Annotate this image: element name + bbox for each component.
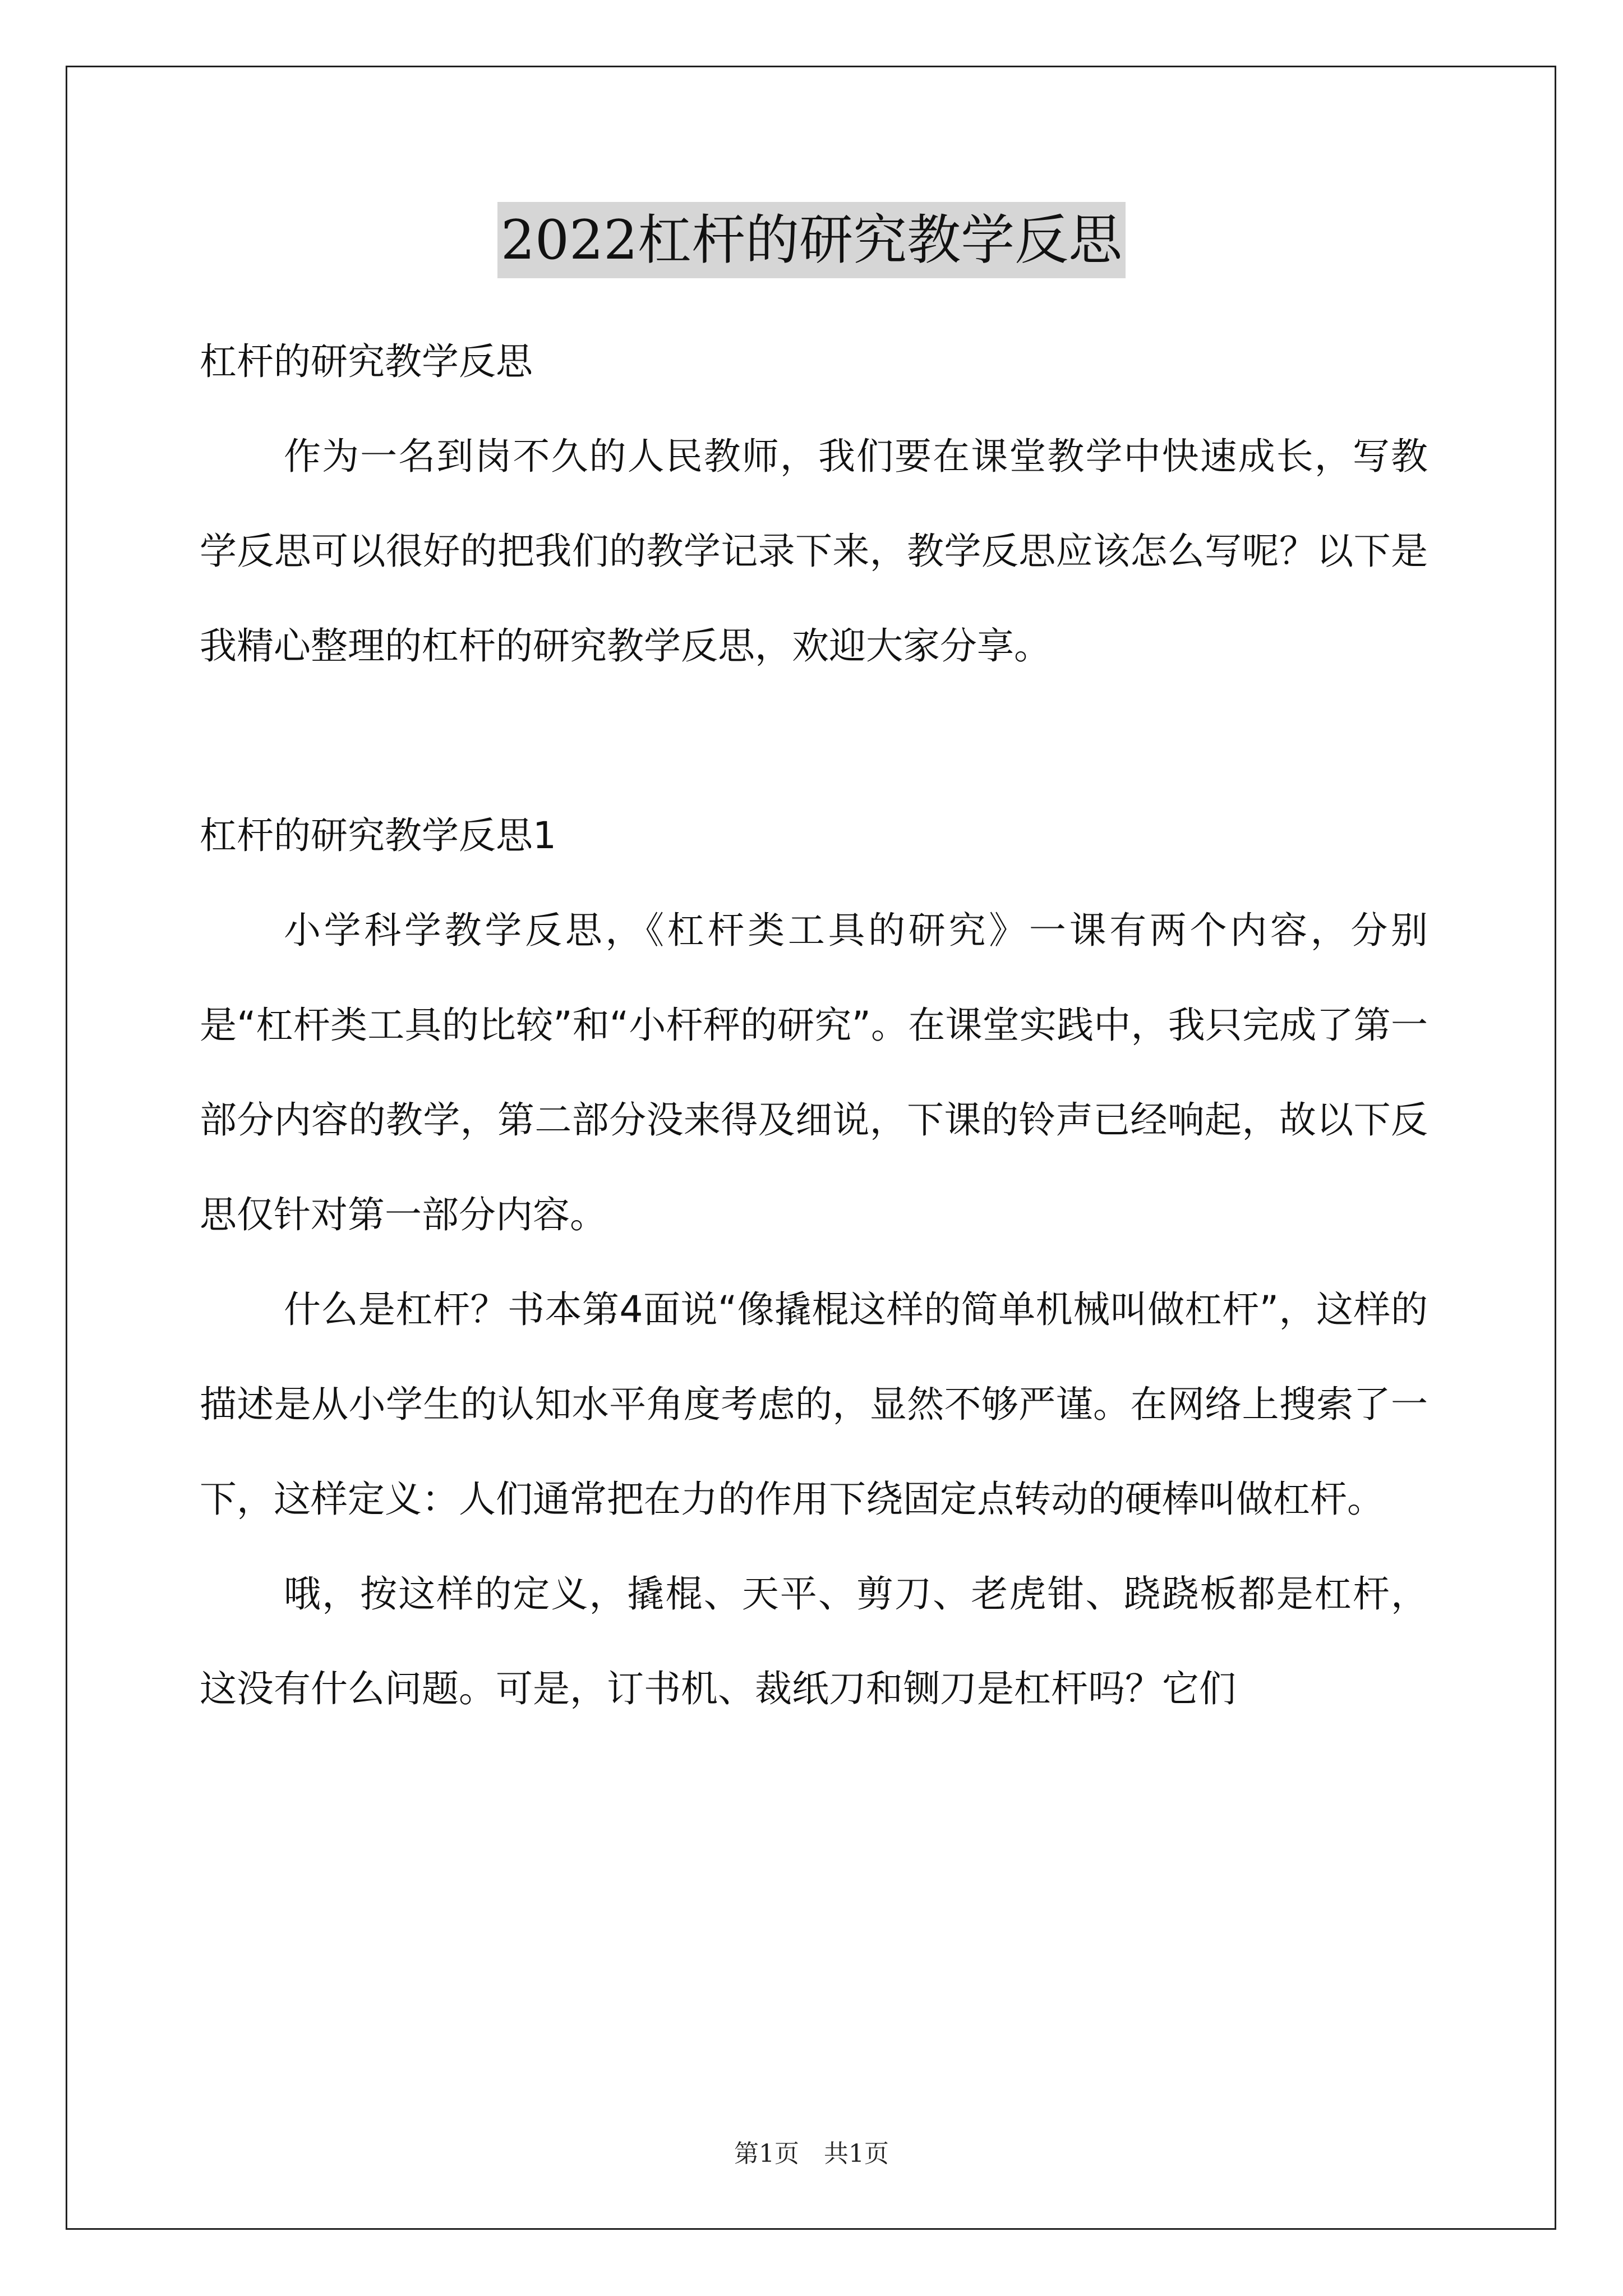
document-title: 2022杠杆的研究教学反思: [497, 202, 1126, 278]
title-container: [0, 202, 1623, 278]
document-body: [200, 314, 1428, 1736]
intro-paragraph: 作为一名到岗不久的人民教师，我们要在课堂教学中快速成长，写教学反思可以很好的把我们的教学记录下来，教学反思应该怎么写呢？以下是我精心整理的杠杆的研究教学反思，欢迎大家分享。: [200, 435, 1428, 668]
page-footer: [0, 2137, 1623, 2171]
body-paragraph: 哦，按这样的定义，撬棍、天平、剪刀、老虎钳、跷跷板都是杠杆，这没有什么问题。可是，订书机、裁纸刀和铡刀是杠杆吗？它们: [200, 1572, 1428, 1710]
body-paragraph: 小学科学教学反思，《杠杆类工具的研究》一课有两个内容，分别是“杠杆类工具的比较”和“小杆秤的研究”。在课堂实践中，我只完成了第一部分内容的教学，第二部分没来得及细说，下课的铃声已经响起，故以下反思仅针对第一部分内容。: [200, 909, 1428, 1236]
page-number: 第1页: [734, 2139, 799, 2168]
body-paragraph: 什么是杠杆？书本第4面说“像撬棍这样的简单机械叫做杠杆”，这样的描述是从小学生的认知水平角度考虑的，显然不够严谨。在网络上搜索了一下，这样定义：人们通常把在力的作用下绕固定点转动的硬棒叫做杠杆。: [200, 1288, 1428, 1521]
section-heading: 杠杆的研究教学反思1: [200, 814, 556, 857]
document-subtitle: 杠杆的研究教学反思: [200, 340, 533, 383]
section-spacer: [200, 693, 1428, 788]
page-total: 共1页: [824, 2139, 889, 2168]
